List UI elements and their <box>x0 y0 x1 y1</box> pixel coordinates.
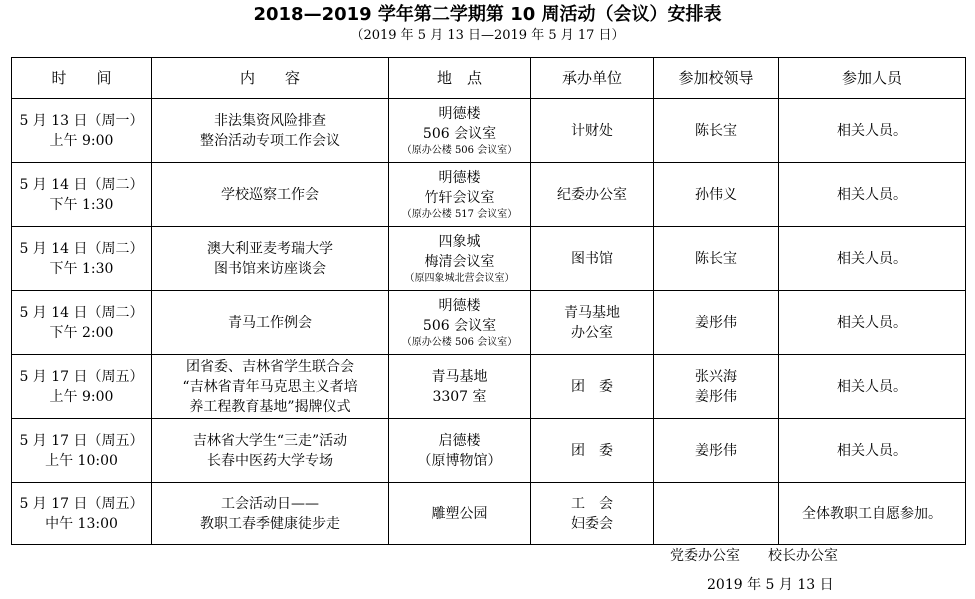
time-clock: 下午 1:30 <box>49 260 114 277</box>
org-line: 团 委 <box>571 378 613 395</box>
time-date: 5 月 17 日（周五） <box>19 495 144 512</box>
place-building: 明德楼 <box>438 169 481 186</box>
place-building: 明德楼 <box>438 297 481 314</box>
header-place: 地 点 <box>389 58 531 99</box>
place-room: 506 会议室 <box>422 317 497 334</box>
cell-time <box>12 99 152 163</box>
place-room: 506 会议室 <box>422 125 497 142</box>
org-line: 纪委办公室 <box>557 186 627 203</box>
place-building: 雕塑公园 <box>431 505 488 522</box>
content-line: 长春中医药大学专场 <box>207 452 333 469</box>
cell-people: 相关人员。 <box>779 99 966 163</box>
cell-place <box>389 163 531 227</box>
cell-leader <box>654 419 779 483</box>
place-room: （原博物馆） <box>417 452 502 469</box>
cell-people: 相关人员。 <box>779 163 966 227</box>
document-title: 2018—2019 学年第二学期第 10 周活动（会议）安排表 <box>253 4 722 25</box>
content-line: 澳大利亚麦考瑞大学 <box>207 240 333 257</box>
cell-leader <box>654 355 779 419</box>
place-note: （原四象城北营会议室） <box>404 272 515 284</box>
time-clock: 上午 10:00 <box>45 452 118 469</box>
table-row <box>12 483 966 545</box>
place-room: 竹轩会议室 <box>424 189 495 206</box>
schedule-table <box>11 57 966 545</box>
time-date: 5 月 14 日（周二） <box>19 304 144 321</box>
table-row <box>12 291 966 355</box>
content-line: 学校巡察工作会 <box>221 186 319 203</box>
leader-name: 陈长宝 <box>695 250 737 267</box>
cell-place <box>389 419 531 483</box>
cell-org <box>531 355 654 419</box>
cell-people: 相关人员。 <box>779 355 966 419</box>
cell-leader <box>654 99 779 163</box>
cell-time <box>12 355 152 419</box>
org-line: 计财处 <box>571 122 613 139</box>
time-clock: 下午 1:30 <box>49 196 114 213</box>
cell-time <box>12 163 152 227</box>
cell-time <box>12 227 152 291</box>
cell-content <box>152 291 389 355</box>
content-line: 教职工春季健康徒步走 <box>200 515 340 532</box>
cell-content <box>152 227 389 291</box>
table-row <box>12 227 966 291</box>
time-clock: 上午 9:00 <box>49 132 114 149</box>
table-row <box>12 419 966 483</box>
org-line: 图书馆 <box>571 250 613 267</box>
content-line: 非法集资风险排查 <box>214 112 326 129</box>
issue-date: 2019 年 5 月 13 日 <box>707 577 834 593</box>
content-line: 吉林省大学生“三走”活动 <box>192 432 348 449</box>
cell-org <box>531 291 654 355</box>
table-row <box>12 163 966 227</box>
header-content: 内 容 <box>152 58 389 99</box>
place-building: 明德楼 <box>438 105 481 122</box>
document-subtitle: （2019 年 5 月 13 日—2019 年 5 月 17 日） <box>350 28 625 43</box>
content-line: 青马工作例会 <box>228 314 312 331</box>
header-people: 参加人员 <box>779 58 966 99</box>
time-clock: 中午 13:00 <box>45 515 118 532</box>
leader-name: 姜彤伟 <box>695 314 737 331</box>
cell-place <box>389 227 531 291</box>
place-note: （原办公楼 506 会议室） <box>401 336 518 348</box>
time-date: 5 月 13 日（周一） <box>19 112 144 129</box>
time-date: 5 月 17 日（周五） <box>19 432 144 449</box>
content-line: 整治活动专项工作会议 <box>200 132 340 149</box>
time-date: 5 月 17 日（周五） <box>19 368 144 385</box>
leader-name: 孙伟义 <box>695 186 737 203</box>
table-row <box>12 99 966 163</box>
cell-leader <box>654 227 779 291</box>
place-room: 3307 室 <box>432 388 487 405</box>
header-org: 承办单位 <box>531 58 654 99</box>
leader-name: 姜彤伟 <box>695 388 737 405</box>
cell-people: 相关人员。 <box>779 227 966 291</box>
cell-people: 相关人员。 <box>779 291 966 355</box>
org-line: 青马基地 <box>564 304 620 321</box>
cell-content <box>152 355 389 419</box>
cell-leader <box>654 291 779 355</box>
cell-org <box>531 227 654 291</box>
time-clock: 上午 9:00 <box>49 388 114 405</box>
time-date: 5 月 14 日（周二） <box>19 176 144 193</box>
org-line: 妇委会 <box>571 515 613 532</box>
cell-leader <box>654 483 779 545</box>
cell-time <box>12 291 152 355</box>
org-line: 团 委 <box>571 442 613 459</box>
content-line: 团省委、吉林省学生联合会 <box>186 358 354 375</box>
cell-people: 全体教职工自愿参加。 <box>779 483 966 545</box>
cell-place <box>389 99 531 163</box>
header-time: 时 间 <box>12 58 152 99</box>
header-leader: 参加校领导 <box>654 58 779 99</box>
cell-content <box>152 99 389 163</box>
time-date: 5 月 14 日（周二） <box>19 240 144 257</box>
cell-content <box>152 163 389 227</box>
place-note: （原办公楼 517 会议室） <box>401 208 518 220</box>
cell-leader <box>654 163 779 227</box>
cell-org <box>531 163 654 227</box>
content-line: 图书馆来访座谈会 <box>214 260 326 277</box>
cell-time <box>12 483 152 545</box>
leader-name: 张兴海 <box>695 368 737 385</box>
time-clock: 下午 2:00 <box>49 324 114 341</box>
cell-place <box>389 355 531 419</box>
content-line: 养工程教育基地”揭牌仪式 <box>189 398 351 415</box>
org-line: 办公室 <box>571 324 613 341</box>
table-row <box>12 355 966 419</box>
issuing-offices: 党委办公室 校长办公室 <box>670 548 838 564</box>
cell-people: 相关人员。 <box>779 419 966 483</box>
cell-content <box>152 483 389 545</box>
place-note: （原办公楼 506 会议室） <box>401 144 518 156</box>
content-line: “吉林省青年马克思主义者培 <box>182 378 358 395</box>
cell-time <box>12 419 152 483</box>
leader-name: 陈长宝 <box>695 122 737 139</box>
place-building: 青马基地 <box>431 368 488 385</box>
cell-place <box>389 483 531 545</box>
place-building: 四象城 <box>438 233 481 250</box>
cell-org <box>531 419 654 483</box>
header-row <box>12 58 966 99</box>
cell-org <box>531 483 654 545</box>
place-building: 启德楼 <box>438 432 481 449</box>
place-room: 梅清会议室 <box>424 253 495 270</box>
cell-org <box>531 99 654 163</box>
cell-content <box>152 419 389 483</box>
cell-place <box>389 291 531 355</box>
content-line: 工会活动日—— <box>221 495 319 512</box>
org-line: 工 会 <box>571 495 613 512</box>
leader-name: 姜彤伟 <box>695 442 737 459</box>
